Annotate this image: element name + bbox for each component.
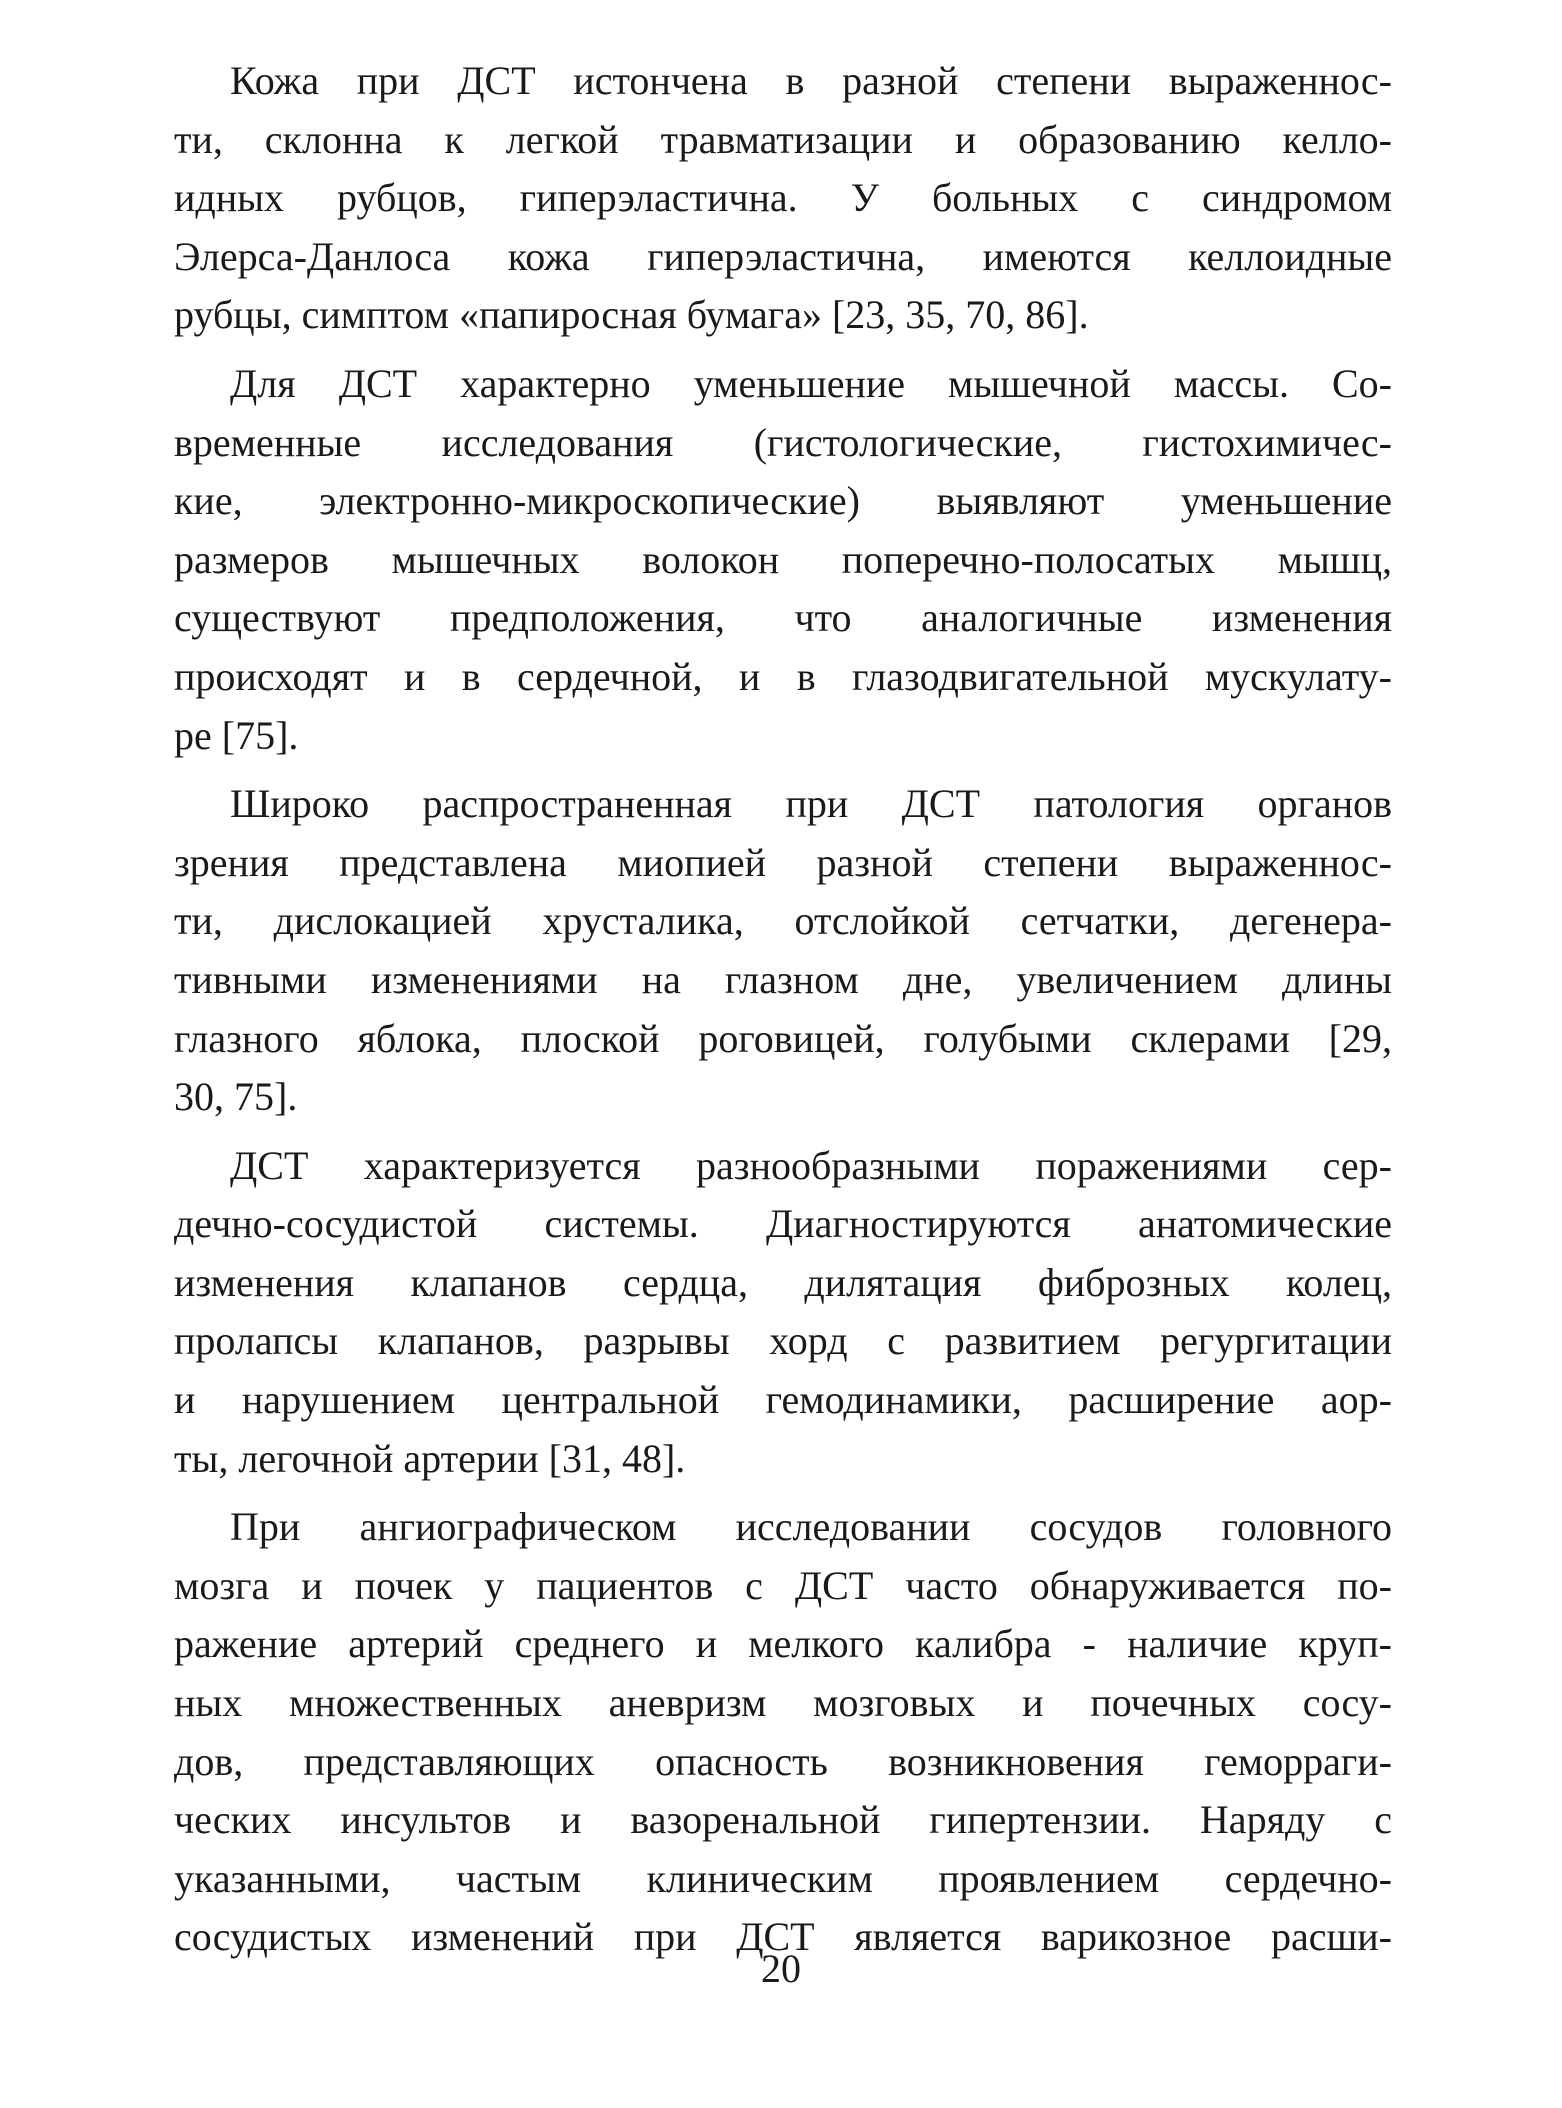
text-line: идных рубцов, гиперэластична. У больных с синдромом	[174, 175, 1392, 221]
text-line: происходят и в сердечной, и в глазодвигательной мускулату-	[174, 653, 1392, 699]
text-line: пролапсы клапанов, разрывы хорд с развитием регургитации	[174, 1318, 1392, 1364]
text-line: существуют предположения, что аналогичные изменения	[174, 595, 1392, 641]
text-line: зрения представлена миопией разной степени выраженнос-	[174, 839, 1392, 885]
text-line: глазного яблока, плоской роговицей, голубыми склерами [29,	[174, 1015, 1392, 1061]
text-line: 30, 75].	[174, 1074, 298, 1120]
text-line: дов, представляющих опасность возникновения геморраги-	[174, 1738, 1392, 1784]
text-line: Элерса-Данлоса кожа гиперэластична, имеются келлоидные	[174, 233, 1392, 279]
text-line: и нарушением центральной гемодинамики, расширение аор-	[174, 1377, 1392, 1423]
paragraph-angiography	[174, 1498, 1392, 1967]
text-line: временные исследования (гистологические, гистохимичес-	[174, 419, 1392, 465]
text-line: мозга и почек у пациентов с ДСТ часто обнаруживается по-	[174, 1562, 1392, 1608]
paragraph-muscle	[174, 355, 1392, 765]
text-line: ных множественных аневризм мозговых и почечных сосу-	[174, 1680, 1392, 1726]
text-line: рубцы, симптом «папиросная бумага» [23, 35, 70, 86].	[174, 292, 1089, 338]
text-line: тивными изменениями на глазном дне, увеличением длины	[174, 956, 1392, 1002]
text-line: ты, легочной артерии [31, 48].	[174, 1435, 686, 1481]
text-line: ческих инсультов и вазоренальной гипертензии. Наряду с	[174, 1797, 1392, 1843]
text-line: Кожа при ДСТ истончена в разной степени выраженнос-	[230, 58, 1392, 103]
text-line: кие, электронно-микроскопические) выявляют уменьшение	[174, 478, 1392, 524]
text-line: ДСТ характеризуется разнообразными поражениями сер-	[230, 1142, 1392, 1188]
text-line: Для ДСТ характерно уменьшение мышечной массы. Со-	[230, 360, 1392, 406]
text-line: ти, склонна к легкой травматизации и образованию келло-	[174, 116, 1392, 162]
text-line: При ангиографическом исследовании сосудов головного	[230, 1504, 1392, 1550]
text-line: ти, дислокацией хрусталика, отслойкой сетчатки, дегенера-	[174, 898, 1392, 944]
paragraph-cardio	[174, 1137, 1392, 1489]
paragraph-skin	[174, 52, 1392, 345]
text-line: ражение артерий среднего и мелкого калибра - наличие круп-	[174, 1621, 1392, 1667]
text-line: изменения клапанов сердца, дилятация фиброзных колец,	[174, 1259, 1392, 1305]
text-line: ре [75].	[174, 712, 299, 758]
text-line: Широко распространенная при ДСТ патология органов	[230, 781, 1392, 827]
text-line: указанными, частым клиническим проявлением сердечно-	[174, 1855, 1392, 1901]
text-line: сосудистых изменений при ДСТ является варикозное расши-	[174, 1914, 1392, 1960]
paragraph-vision	[174, 775, 1392, 1127]
text-line: дечно-сосудистой системы. Диагностируются анатомические	[174, 1201, 1392, 1247]
text-line: размеров мышечных волокон поперечно-полосатых мышц,	[174, 536, 1392, 582]
body-text	[174, 52, 1392, 1977]
page-number: 20	[761, 1946, 801, 1991]
